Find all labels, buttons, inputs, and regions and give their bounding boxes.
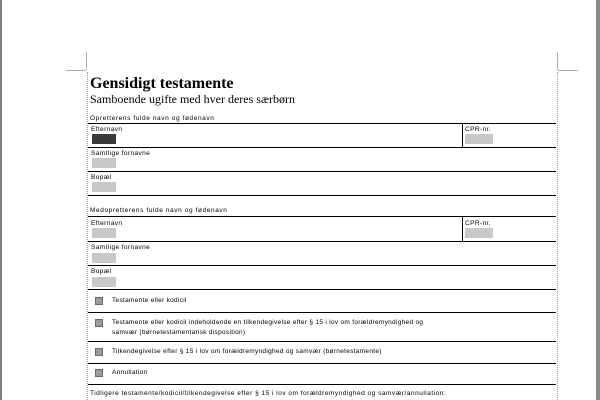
fornavne-field[interactable] [92,158,116,168]
section-label-testator: Opretterens fulde navn og fødenavn [90,115,215,122]
row-efternavn-1 [88,123,556,147]
row-fornavne-2 [88,241,556,265]
label-efternavn: Efternavn [91,220,123,227]
crop-mark [557,52,558,70]
scrollbar[interactable] [596,0,600,400]
checkbox-row [88,312,556,341]
document-subtitle: Samboende ugifte med hver deres særbørn [90,92,295,106]
bopael-field[interactable] [92,277,116,287]
checkbox[interactable] [95,369,103,377]
fornavne-field[interactable] [92,253,116,263]
crop-mark [66,70,86,71]
checkbox-label: Tilkendegivelse efter § 15 i lov om forældremyndighed og samvær (børnetestamente) [112,348,382,355]
section-label-co-testator: Medopretterens fulde navn og fødenavn [90,207,228,214]
crop-mark [86,52,87,70]
checkbox[interactable] [95,319,103,327]
row-bopael-1 [88,171,556,195]
checkbox-row [88,341,556,363]
bopael-field[interactable] [92,182,116,192]
previous-will-label: Tidligere testamente/kodicil/tilkendegivelse efter § 15 i lov om forældremyndighed og samvær/annullation: [90,390,447,397]
efternavn-field[interactable] [92,228,116,238]
cpr-field[interactable] [465,228,493,238]
label-cpr: CPR-nr. [465,220,491,227]
checkbox-label: Testamente eller kodicil [112,297,187,304]
checkbox-label: Testamente eller kodicil indeholdende en tilkendegivelse efter § 15 i lov om forældremyndighed og samvær (børnetestamentarisk disposition) [112,319,424,336]
checkbox[interactable] [95,348,103,356]
row-separator [88,195,556,197]
label-efternavn: Efternavn [91,126,123,133]
label-bopael: Bopæl [91,174,112,181]
label-bopael: Bopæl [91,268,112,275]
crop-mark [558,70,578,71]
checkbox-label: Annullation [112,369,148,376]
checkbox[interactable] [95,297,103,305]
document-title: Gensidigt testamente [90,75,234,92]
efternavn-field[interactable] [92,134,116,144]
row-fornavne-1 [88,147,556,171]
divider [462,217,463,242]
label-fornavne: Samtlige fornavne [91,244,151,251]
row-bopael-2 [88,265,556,289]
row-efternavn-2 [88,216,556,241]
checkbox-row [88,363,556,384]
divider [462,124,463,148]
label-cpr: CPR-nr. [465,126,491,133]
form-area [87,72,558,400]
document-page [2,0,596,400]
checkbox-row [88,289,556,312]
label-fornavne: Samtlige fornavne [91,150,151,157]
cpr-field[interactable] [465,134,493,144]
